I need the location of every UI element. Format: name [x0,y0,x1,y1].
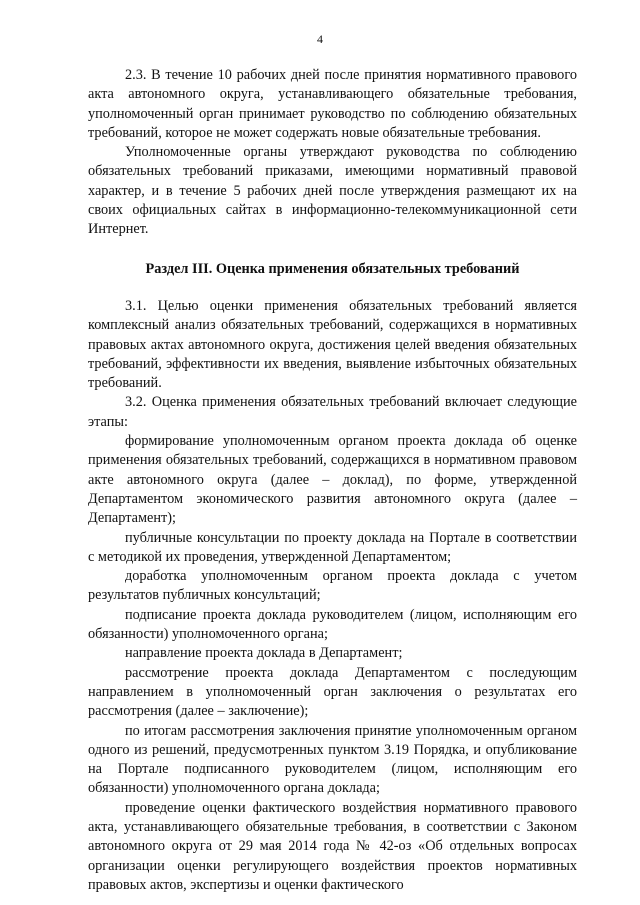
page-number: 4 [317,32,323,46]
paragraph-3-2: 3.2. Оценка применения обязательных требований включает следующие этапы: [88,394,577,430]
document-body [88,66,577,895]
paragraph-2-3: 2.3. В течение 10 рабочих дней после принятия нормативного правового акта автономного округа, устанавливающего обязательные требования, уполномоченный орган принимает руководство по соблюдению обязательных требований, которое не может содержать новые обязательные требования. [88,67,577,141]
list-item-stage-5: направление проекта доклада в Департамент; [125,645,403,662]
list-item-stage-7: по итогам рассмотрения заключения принятие уполномоченным органом одного из решений, предусмотренных пунктом 3.19 Порядка, и опубликование на Портале подписанного руководителем (лицом, исполняющим его обязанности) уполномоченного органа доклада; [88,722,577,797]
list-item-stage-8: проведение оценки фактического воздействия нормативного правового акта, устанавливающего обязательные требования, в соответствии с Законом автономного округа от 29 мая 2014 года № 42-оз «Об отдельных вопросах организации оценки регулирующего воздействия проектов нормативных правовых актов, экспертизы и оценки фактического [88,799,577,893]
list-item-stage-6: рассмотрение проекта доклада Департаментом с последующим направлением в уполномоченный орган заключения о результатах его рассмотрения (далее – заключение); [88,664,577,720]
list-item-stage-2: публичные консультации по проекту доклада на Портале в соответствии с методикой их проведения, утвержденной Департаментом; [88,529,577,565]
list-item-stage-1: формирование уполномоченным органом проекта доклада об оценке применения обязательных требований, содержащихся в нормативном правовом акте автономного округа (далее – доклад), по форме, утвержденной Департаментом экономического развития автономного округа (далее – Департамент); [88,433,577,527]
list-item-stage-3: доработка уполномоченным органом проекта доклада с учетом результатов публичных консультаций; [88,568,577,604]
section-heading: Раздел III. Оценка применения обязательных требований [145,260,520,277]
paragraph-guidelines-approval: Уполномоченные органы утверждают руководства по соблюдению обязательных требований приказами, имеющими нормативный правовой характер, и в течение 5 рабочих дней после утверждения размещают их на своих официальных сайтах в информационно-телекоммуникационной сети Интернет. [88,144,577,238]
list-item-stage-4: подписание проекта доклада руководителем (лицом, исполняющим его обязанности) уполномоченного органа; [88,606,577,643]
paragraph-3-1: 3.1. Целью оценки применения обязательных требований является комплексный анализ обязательных требований, содержащихся в нормативных правовых актах автономного округа, достижения целей введения обязательных требований, эффективности их введения, выявление избыточных обязательных требований. [88,297,577,392]
